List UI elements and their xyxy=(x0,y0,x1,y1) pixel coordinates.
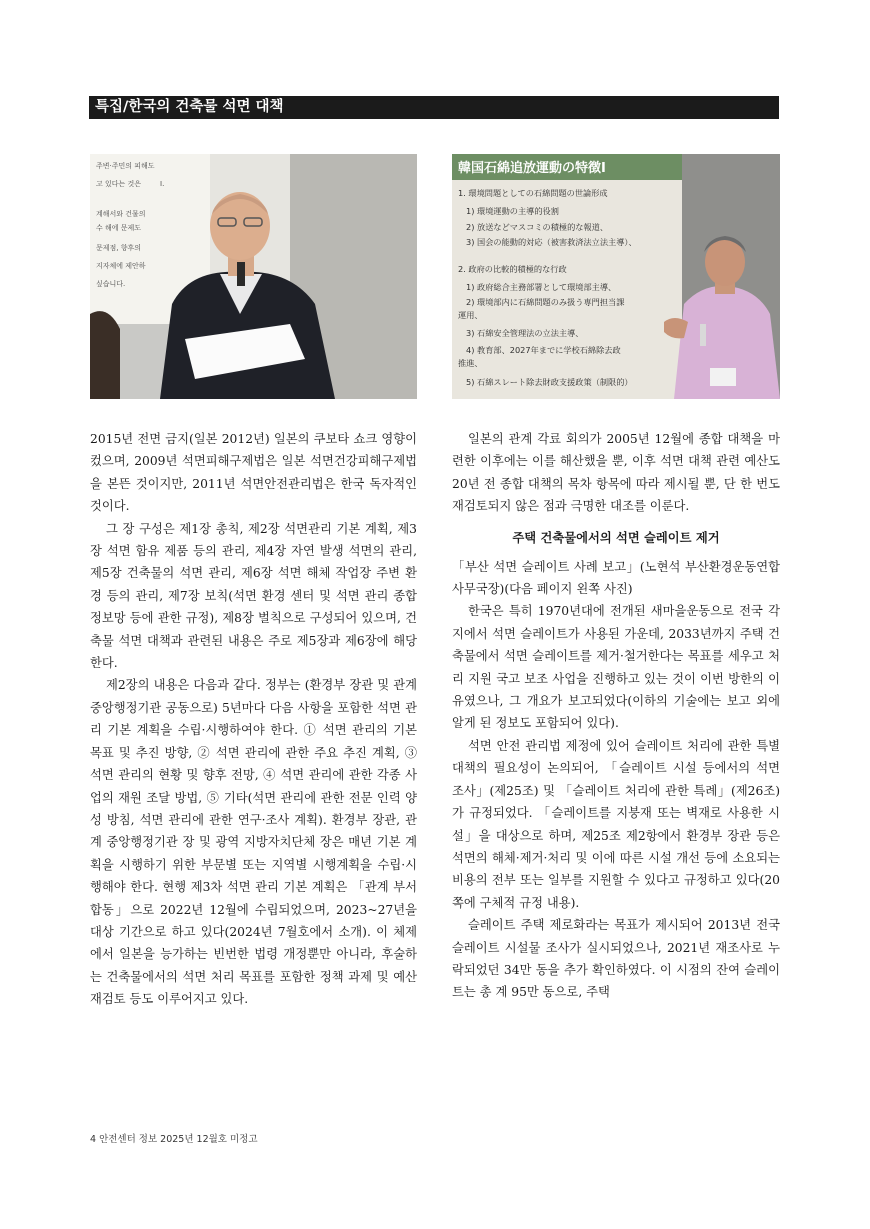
slide-line-9: 3) 石綿安全管理法の立法主導、 xyxy=(466,328,584,338)
paper-mark: I. xyxy=(160,180,165,188)
paper-line-5: 문제점, 향후의 xyxy=(96,244,142,252)
photo-presenter-slide-image xyxy=(452,154,780,399)
photo-speaker-reading xyxy=(90,154,417,399)
right-paragraph-3: 석면 안전 관리법 제정에 있어 슬레이트 처리에 관한 특별 대책의 필요성이 논의되어, 「슬레이트 시설 등에서의 석면 조사」(제25조) 및 「슬레이트 처리에 관한 특례」(제26조)가 규정되었다. 「슬레이트를 지붕재 또는 벽재로 사용한 시설」을 대상으로 하며, 제25조 제2항에서 환경부 장관 등은 석면의 해체·제거·처리 및 이에 따른 시설 개선 등에 소요되는 비용의 전부 또는 일부를 지원할 수 있다고 규정하고 있다(20쪽에 구체적 규정 내용). xyxy=(452,738,780,910)
slide-line-12: 5) 石綿スレート除去財政支援政策（制限的） xyxy=(466,377,633,387)
paper-line-1: 주변·주민의 피해도 xyxy=(96,162,155,170)
left-paragraph-2: 그 장 구성은 제1장 총칙, 제2장 석면관리 기본 계획, 제3장 석면 함유 제품 등의 관리, 제4장 자연 발생 석면의 관리, 제5장 건축물의 석면 관리, 제6장 석면 해체 작업장 주변 환경 등의 관리, 제7장 보칙(석면 환경 센터 및 석면 관리 종합 정보망 등에 관한 규정), 제8장 벌칙으로 구성되어 있으며, 건축물 석면 대책과 관련된 내용은 주로 제5장과 제6장에 해당한다. xyxy=(90,521,417,671)
slide-line-3: 2) 放送などマスコミの積極的な報道、 xyxy=(466,222,609,232)
left-paragraph-1: 2015년 전면 금지(일본 2012년) 일본의 쿠보타 쇼크 영향이 컸으며, 2009년 석면피해구제법은 일본 석면건강피해구제법을 본뜬 것이지만, 2011년 석면안전관리법은 한국 독자적인 것이다. xyxy=(90,432,417,514)
slide-line-6: 1) 政府総合主務部署として環境部主導、 xyxy=(466,282,617,292)
left-paragraph-3: 제2장의 내용은 다음과 같다. 정부는 (환경부 장관 및 관계 중앙행정기관 공동으로) 5년마다 다음 사항을 포함한 석면 관리 기본 계획을 수립·시행하여야 한다. ① 석면 관리의 기본 목표 및 추진 방향, ② 석면 관리에 관한 주요 추진 계획, ③ 석면 관리의 현황 및 향후 전망, ④ 석면 관리에 관한 각종 사업의 재원 조달 방법, ⑤ 기타(석면 관리에 관한 전문 인력 양성 방침, 석면 관리에 관한 연구·조사 계획). 환경부 장관, 관계 중앙행정기관 장 및 광역 지방자치단체 장은 매년 기본 계획을 시행하기 위한 부문별 또는 지역별 시행계획을 수립·시행해야 한다. 현행 제3차 석면 관리 기본 계획은 「관계 부서 합동」으로 2022년 12월에 수립되었으며, 2023~27년을 대상 기간으로 하고 있다(2024년 7월호에서 소개). 이 체제에서 일본을 능가하는 빈번한 법령 개정뿐만 아니라, 후술하는 건축물에서의 석면 처리 목표를 포함한 정책 과제 및 예산 재검토 등도 이루어지고 있다. xyxy=(90,678,417,1007)
section-header xyxy=(89,96,779,119)
slide-line-1: 1. 環境問題としての石綿問題の世論形成 xyxy=(458,188,608,198)
photo-speaker-reading-image xyxy=(90,154,417,399)
slide-title: 韓国石綿追放運動の特徴Ⅰ xyxy=(458,161,606,176)
photo-presenter-slide xyxy=(452,154,780,399)
paper-line-3: 계해서와 건물의 xyxy=(96,210,146,218)
slide-line-2: 1) 環境運動の主導的役割 xyxy=(466,206,559,216)
paper-line-2: 고 있다는 것은 xyxy=(96,180,142,188)
page-footer: 4 안전센터 정보 2025년 12월호 미정고 xyxy=(90,1134,258,1145)
right-text-column xyxy=(452,428,780,1004)
right-paragraph-4: 슬레이트 주택 제로화라는 목표가 제시되어 2013년 전국 슬레이트 시설물 조사가 실시되었으나, 2021년 재조사로 누락되었던 34만 동을 추가 확인하였다. 이 시점의 잔여 슬레이트는 총 계 95만 동으로, 주택 xyxy=(452,918,780,1000)
right-paragraph-2: 한국은 특히 1970년대에 전개된 새마을운동으로 전국 각지에서 석면 슬레이트가 사용된 가운데, 2033년까지 주택 건축물에서 석면 슬레이트를 제거·철거한다는 목표를 세우고 처리 지원 국고 보조 사업을 진행하고 있는 것이 이번 방한의 이유였으나, 그 개요가 보고되었다(이하의 기술에는 보고 외에 알게 된 정보도 포함되어 있다). xyxy=(452,604,780,731)
left-text-column xyxy=(90,428,417,1011)
paper-line-4: 수 해에 문제도 xyxy=(96,224,142,232)
slide-line-11: 推進、 xyxy=(458,358,483,368)
slide-line-7: 2) 環境部内に石綿問題のみ扱う専門担当課 xyxy=(466,297,625,307)
section-title: 특집/한국의 건축물 석면 대책 xyxy=(95,99,284,115)
slide-line-4: 3) 国会の能動的対応（被害救済法立法主導）、 xyxy=(466,237,637,247)
slide-line-10: 4) 教育部、2027年までに学校石綿除去政 xyxy=(466,345,621,355)
paper-line-6: 지자체에 제안하 xyxy=(96,262,146,270)
right-intro-paragraph: 일본의 관계 각료 회의가 2005년 12월에 종합 대책을 마련한 이후에는 이를 해산했을 뿐, 이후 석면 대책 관련 예산도 20년 전 종합 대책의 목차 항목에 따라 제시될 뿐, 단 한 번도 재검토되지 않은 점과 극명한 대조를 이룬다. xyxy=(452,432,780,514)
subheading: 주택 건축물에서의 석면 슬레이트 제거 xyxy=(512,530,720,545)
right-paragraph-1: 「부산 석면 슬레이트 사례 보고」(노현석 부산환경운동연합 사무국장)(다음 페이지 왼쪽 사진) xyxy=(452,559,780,597)
slide-line-8: 運用、 xyxy=(458,310,483,320)
paper-line-7: 싶습니다. xyxy=(96,280,126,288)
slide-line-5: 2. 政府の比較的積極的な行政 xyxy=(458,264,567,274)
